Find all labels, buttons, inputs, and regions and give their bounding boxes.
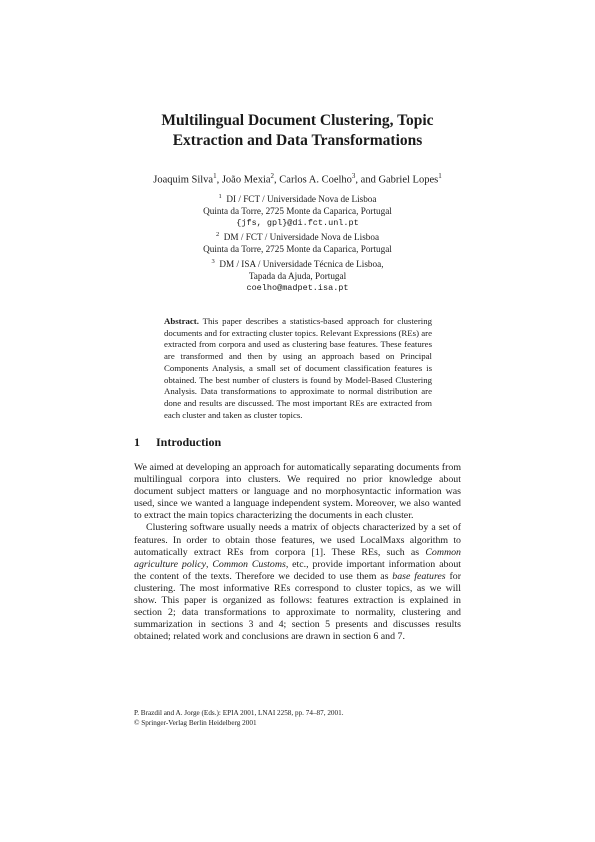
affiliation-line: Quinta da Torre, 2725 Monte da Caparica, Portugal [203,244,392,255]
affiliation-mark: 3 [211,258,215,266]
body-text [134,462,461,643]
affiliation-text: DM / FCT / Universidade Nova de Lisboa [223,232,380,243]
section-title: Introduction [156,435,222,449]
emphasis: Common Customs [212,558,286,570]
paragraph [134,522,461,643]
paper-title [90,111,505,151]
author-affiliation-mark: 1 [438,172,442,180]
text-run: for clustering. The most informative REs correspond to cluster topics, as we will show. This paper is organized as follows: features extraction is explained in section 2; data transformations to approximate to normality, clustering and summarization in sections 3 and 4; section 5 presents and discusses results obtained; related work and conclusions are drawn in section 6 and 7. [134,570,461,643]
author-list [80,170,515,187]
affiliation-email: coelho@madpet.isa.pt [246,282,349,293]
author-name: , João Mexia [216,174,271,186]
affiliation-email: {jfs, gpl}@di.fct.unl.pt [236,217,359,228]
affiliation-line: Quinta da Torre, 2725 Monte da Caparica, Portugal [203,205,392,216]
emphasis: Common agriculture policy [134,546,461,570]
copyright-line: © Springer-Verlag Berlin Heidelberg 2001 [134,718,257,727]
affiliation-mark: 1 [218,193,222,200]
author-name: , and Gabriel Lopes [355,174,439,186]
affiliation-line [140,229,455,244]
abstract-label: Abstract. [164,316,199,326]
author-name: , Carlos A. Coelho [274,174,352,186]
section-heading [134,435,221,450]
text-run: , etc., provide important information about the content of the texts. Therefore we decided to use them as [134,558,462,582]
title-line-1: Multilingual Document Clustering, Topic [161,112,434,129]
text-run: Clustering software usually needs a matrix of objects characterized by a set of features. In order to obtain those features, we used LocalMaxs algorithm to automatically extract REs from corpora [1]. These REs, such as [134,522,461,558]
affiliation-line: Tapada da Ajuda, Portugal [248,270,347,281]
paragraph: We aimed at developing an approach for automatically separating documents from multilingual corpora into clusters. We required no prior knowledge about document subject matters or language and no morphosyntactic information was used, since we wanted a language independent system. Moreover, we also wanted to extract the main topics characterizing the documents in each cluster. [134,462,461,522]
abstract-text: This paper describes a statistics-based approach for clustering documents and for extracting cluster topics. Relevant Expressions (REs) are extracted from corpora and used as clustering base features. These features are transformed and then by using an approach based on Principal Components Analysis, a small set of document classification features is obtained. The best number of clusters is found by Model-Based Clustering Analysis. Data transformations to approximate to normal distribution are done and results are discussed. The most important REs are extracted from each cluster and taken as cluster topics. [164,316,432,420]
affiliation-mark: 2 [215,231,220,239]
affiliation-line [140,256,455,271]
abstract [164,316,432,421]
author-name: Joaquim Silva [153,174,214,186]
affiliations [140,191,455,295]
author-affiliation-mark: 2 [270,172,275,180]
emphasis: base features [392,570,446,582]
title-line-2: Extraction and Data Transformations [172,132,423,149]
footer-citation [134,709,461,728]
author-affiliation-mark: 3 [351,172,356,180]
affiliation-line [140,191,455,206]
affiliation-text: DI / FCT / Universidade Nova de Lisboa [226,194,377,205]
citation-line: P. Brazdil and A. Jorge (Eds.): EPIA 2001, LNAI 2258, pp. 74–87, 2001. [134,709,344,717]
section-number: 1 [134,435,140,449]
author-affiliation-mark: 1 [213,172,217,180]
text-run: , [206,558,213,570]
affiliation-text: DM / ISA / Universidade Técnica de Lisboa, [219,259,384,270]
